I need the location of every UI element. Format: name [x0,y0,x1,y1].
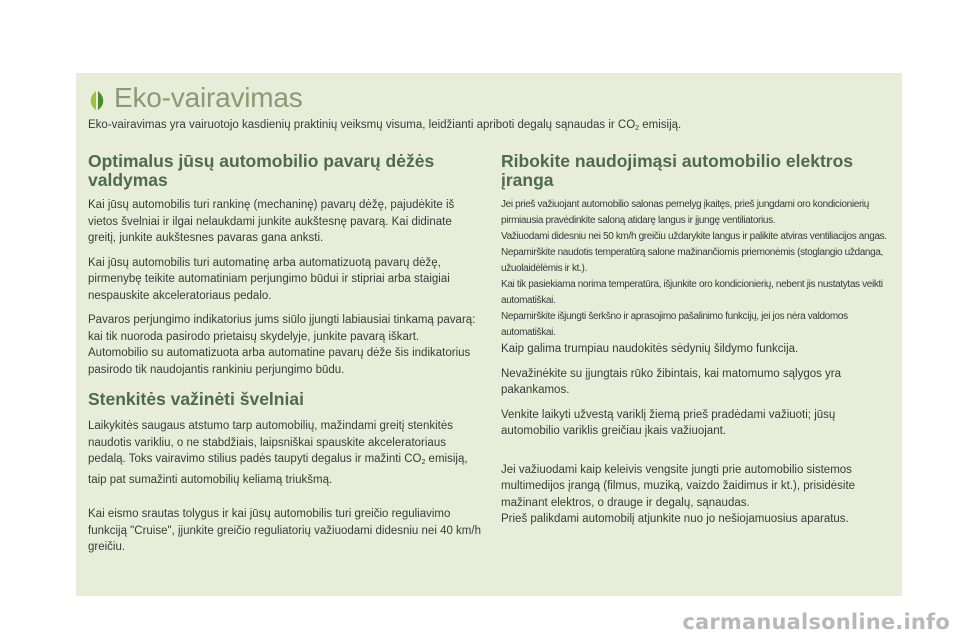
leaf-icon [86,89,108,111]
small-paragraph: Kai tik pasiekiama norima temperatūra, išjunkite oro kondicionierių, nebent jis nustatytas veikti automatiškai. [501,279,883,306]
paragraph: Kai eismo srautas tolygus ir kai jūsų automobilis turi greičio reguliavimo funkciją "Cruise", įjunkite greičio reguliatorių važiuodami didesniu nei 40 km/h greičiu. [88,508,481,553]
left-column [88,152,483,564]
section-heading-electrical: Ribokite naudojimąsi automobilio elektros įranga [501,151,853,190]
paragraph: Laikykitės saugaus atstumo tarp automobilių, mažindami greitį stenkitės naudotis varikliu, o ne stabdžiais, laipsniškai spauskite akceleratoriaus pedalą. Toks vairavimo stilius padės taupyti degalus ir mažinti $CO_2$ emisiją, taip pat sumažinti automobilių keliamą triukšmą. [88,420,468,486]
small-paragraph: Nepamirškite išjungti šerkšno ir aprasojimo pašalinimo funkcijų, jei jos nėra valdomos automatiškai. [501,311,848,338]
section-heading-smooth-driving: Stenkitės važinėti švelniai [88,389,304,409]
paragraph: Jei važiuodami kaip keleivis vengsite jungti prie automobilio sistemos multimedijos įrangą (filmus, muziką, vaizdo žaidimus ir kt.), prisidėsite mažinant elektros, o drauge ir degalų, sąnaudas. [501,463,856,509]
paragraph: Kaip galima trumpiau naudokitės sėdynių šildymo funkcija. [501,343,799,355]
paragraph: Venkite laikyti užvestą variklį žiemą prieš pradėdami važiuoti; jūsų automobilio variklis greičiau įkais važiuojant. [501,408,836,437]
page-title: Eko-vairavimas [114,82,303,113]
paragraph: Automobilio su automatizuota arba automatine pavarų dėže šis indikatorius pasirodo tik naudojantis rankiniu perjungimo būdu. [88,347,471,376]
paragraph: Nevažinėkite su įjungtais rūko žibintais, kai matomumo sąlygos yra pakankamos. [501,367,842,396]
small-paragraph: Važiuodami didesniu nei 50 km/h greičiu uždarykite langus ir palikite atviras ventiliacijos angas. [501,231,887,242]
right-column [501,152,893,536]
paragraph: Kai jūsų automobilis turi automatinę arba automatizuotą pavarų dėžę, pirmenybę teikite automatiniam perjungimo būdui ir stipriai arba staigiai nespauskite akceleratoriaus pedalo. [88,256,450,302]
small-paragraph: Jei prieš važiuojant automobilio salonas pernelyg įkaitęs, prieš jungdami oro kondicionierių pirmiausia pravėdinkite saloną atidarę langus ir įjungę ventiliatorius. [501,199,870,226]
watermark: carmanualsonline.info [682,610,950,634]
paragraph: Prieš palikdami automobilį atjunkite nuo jo nešiojamuosius aparatus. [501,513,849,525]
paragraph: Kai jūsų automobilis turi rankinę (mechaninę) pavarų dėžę, pajudėkite iš vietos švelniai ir ilgai nelaukdami junkite aukštesnę pavarą. Kai didinate greitį, junkite aukštesnes pavaras gana anksti. [88,199,455,244]
intro-text: Eko-vairavimas yra vairuotojo kasdienių praktinių veiksmų visuma, leidžianti apriboti degalų sąnaudas ir $CO_2$ emisiją. [88,119,682,132]
paragraph: Pavaros perjungimo indikatorius jums siūlo įjungti labiausiai tinkamą pavarą: kai tik nuoroda pasirodo prietaisų skydelyje, junkite pavarą iškart. [88,314,476,343]
small-paragraph: Nepamirškite naudotis temperatūrą salone mažinančiomis priemonėmis (stoglangio uždanga, užuolaidėlėmis ir kt.). [501,247,883,274]
small-text-block [501,197,893,341]
section-heading-gearbox: Optimalus jūsų automobilio pavarų dėžės valdymas [88,151,435,190]
